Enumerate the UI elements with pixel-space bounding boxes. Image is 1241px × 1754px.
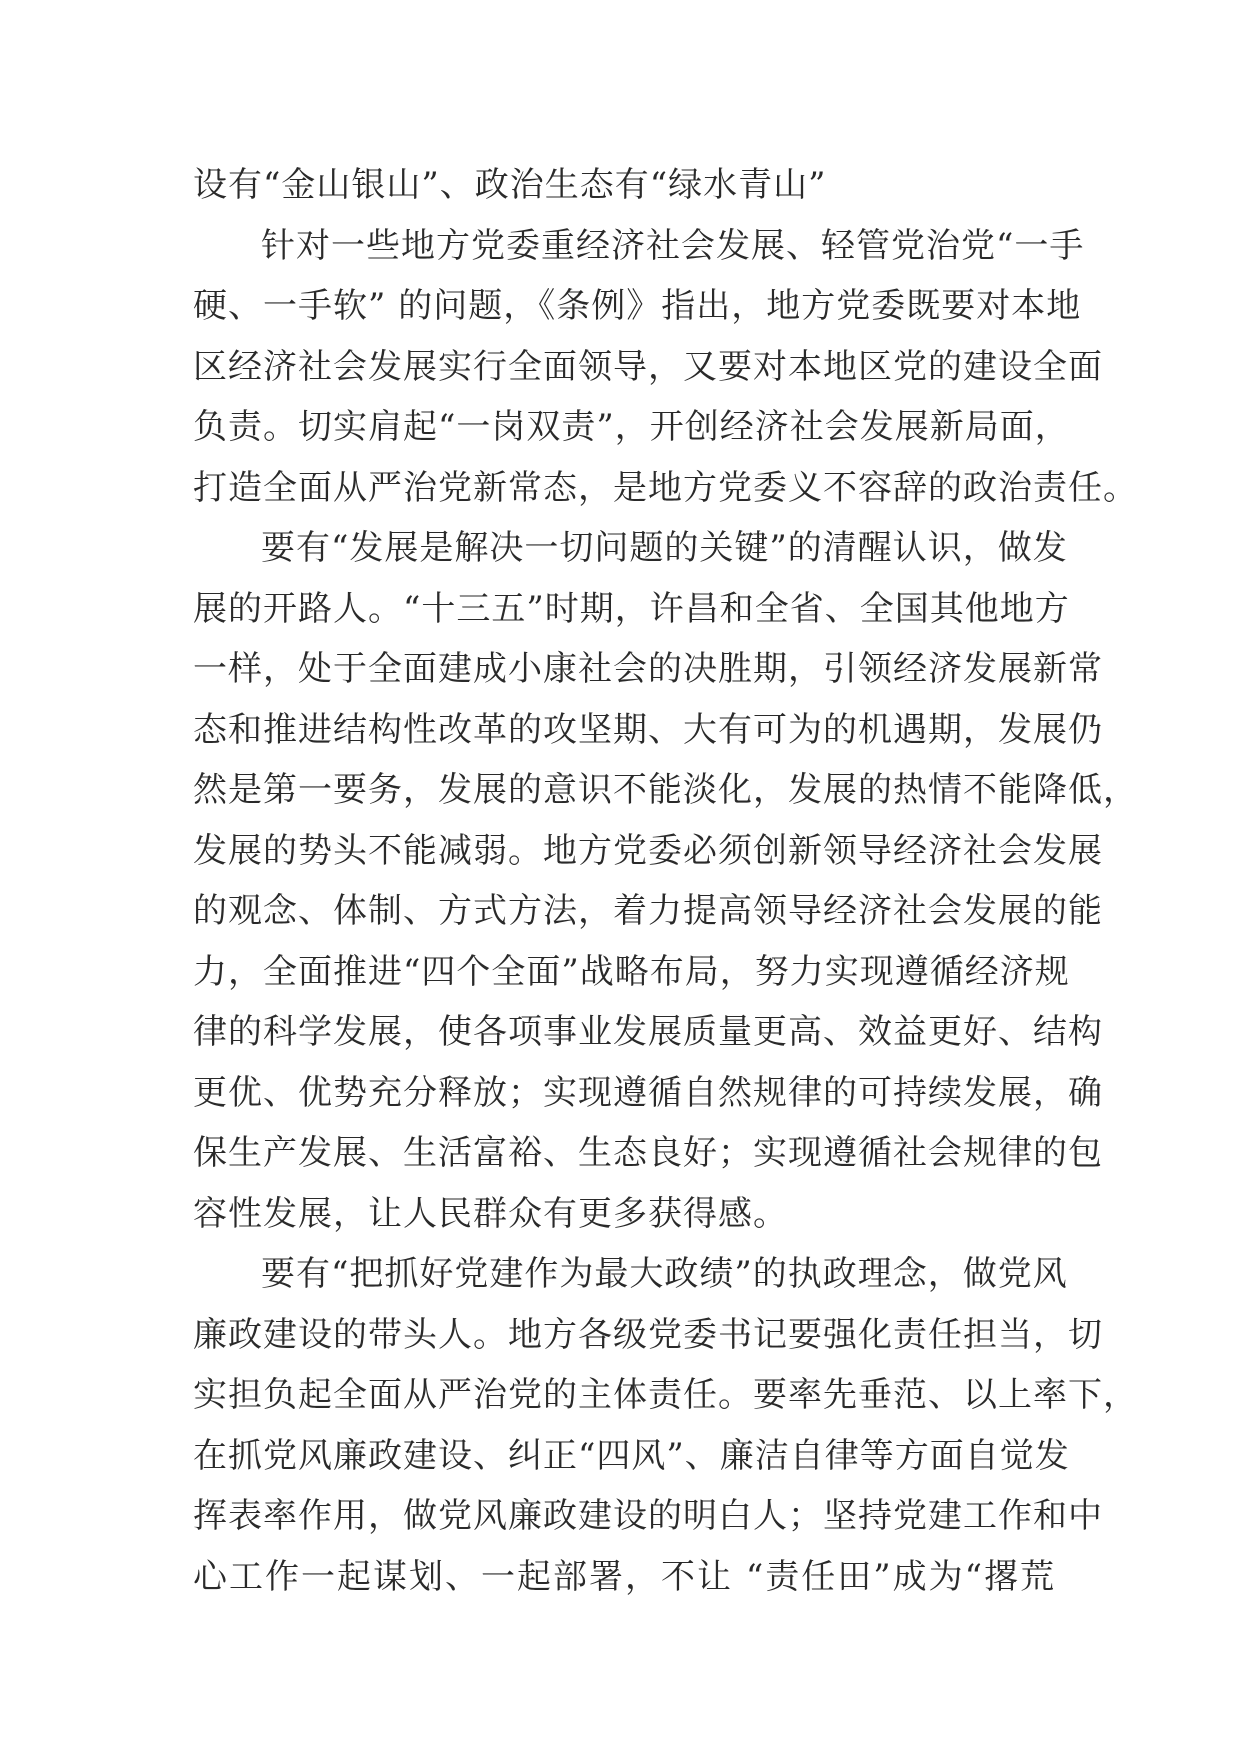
text-line: 设有“金山银山”、政治生态有“绿水青山” — [193, 165, 827, 205]
text-line: 更优、优势充分释放；实现遵循自然规律的可持续发展，确 — [193, 1072, 1103, 1113]
text-line: 态和推进结构性改革的攻坚期、大有可为的机遇期，发展仍 — [193, 709, 1103, 750]
text-line: 硬、一手软” 的问题，《条例》指出，地方党委既要对本地 — [193, 286, 1082, 326]
text-line: 展的开路人。“十三五”时期，许昌和全省、全国其他地方 — [193, 588, 1070, 629]
text-line: 容性发展，让人民群众有更多获得感。 — [193, 1193, 788, 1234]
text-line: 打造全面从严治党新常态，是地方党委义不容辞的政治责任。 — [193, 467, 1138, 508]
text-line: 负责。切实肩起“一岗双责”，开创经济社会发展新局面， — [193, 407, 1070, 447]
text-line: 区经济社会发展实行全面领导，又要对本地区党的建设全面 — [193, 346, 1103, 387]
text-line: 在抓党风廉政建设、纠正“四风”、廉洁自律等方面自觉发 — [193, 1435, 1070, 1476]
text-line: 要有“把抓好党建作为最大政绩”的执政理念，做党风 — [261, 1254, 1068, 1294]
text-line: 廉政建设的带头人。地方各级党委书记要强化责任担当，切 — [193, 1314, 1103, 1355]
text-line: 实担负起全面从严治党的主体责任。要率先垂范、以上率下， — [193, 1375, 1138, 1415]
text-line: 保生产发展、生活富裕、生态良好；实现遵循社会规律的包 — [193, 1133, 1103, 1173]
body-text — [193, 155, 1138, 1607]
text-line: 心工作一起谋划、一起部署，不让 “责任田”成为“撂荒 — [193, 1556, 1055, 1597]
text-line: 然是第一要务，发展的意识不能淡化，发展的热情不能降低， — [193, 770, 1138, 810]
text-line: 要有“发展是解决一切问题的关键”的清醒认识，做发 — [261, 528, 1068, 568]
text-line: 力，全面推进“四个全面”战略布局，努力实现遵循经济规 — [193, 951, 1070, 992]
text-line: 一样，处于全面建成小康社会的决胜期，引领经济发展新常 — [193, 649, 1103, 689]
text-line: 律的科学发展，使各项事业发展质量更高、效益更好、结构 — [193, 1012, 1103, 1052]
text-line: 挥表率作用，做党风廉政建设的明白人；坚持党建工作和中 — [193, 1496, 1103, 1536]
text-line: 的观念、体制、方式方法，着力提高领导经济社会发展的能 — [193, 891, 1103, 931]
text-line: 发展的势头不能减弱。地方党委必须创新领导经济社会发展 — [193, 830, 1103, 871]
text-line: 针对一些地方党委重经济社会发展、轻管党治党“一手 — [261, 225, 1085, 266]
